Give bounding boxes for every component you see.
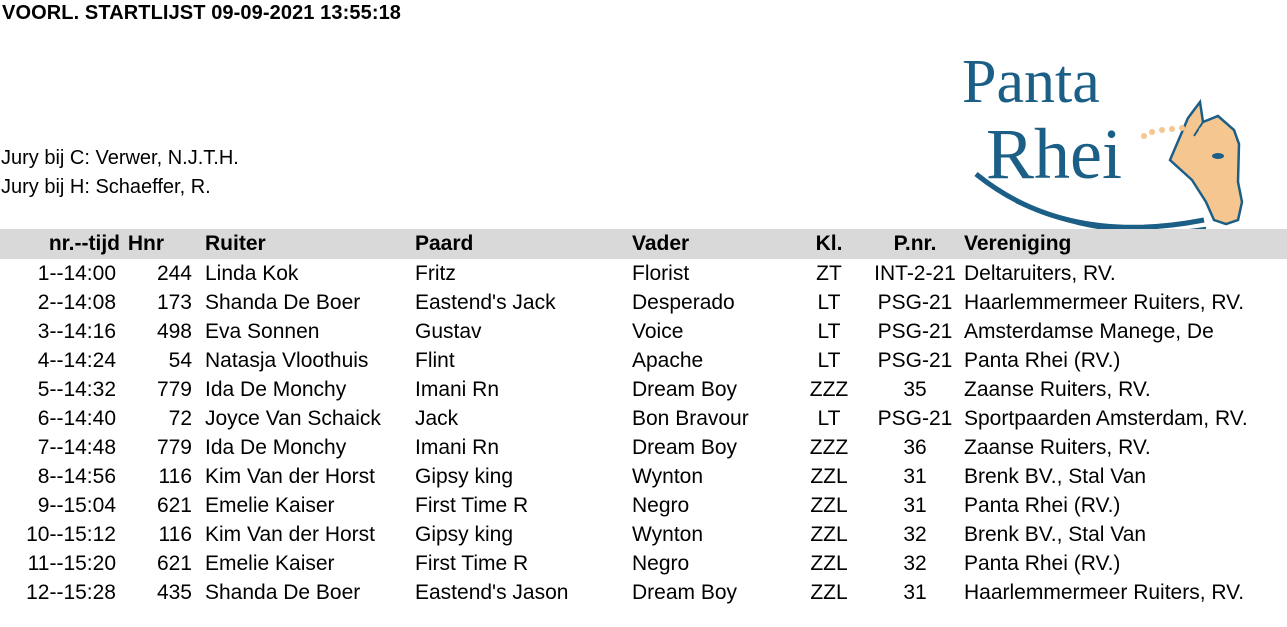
cell-nr-tijd: 11--15:20 [27, 552, 116, 575]
cell-hnr: 116 [158, 465, 192, 488]
cell-vereniging: Panta Rhei (RV.) [964, 552, 1121, 575]
cell-vader: Negro [632, 494, 690, 517]
cell-vader: Voice [632, 320, 684, 343]
cell-vereniging: Deltaruiters, RV. [964, 262, 1116, 285]
cell-vader: Florist [632, 262, 690, 285]
cell-vader: Desperado [632, 291, 735, 314]
cell-vereniging: Haarlemmermeer Ruiters, RV. [964, 291, 1245, 314]
cell-kl: ZZZ [809, 378, 849, 401]
cell-kl: LT [817, 407, 841, 430]
page-title: VOORL. STARTLIJST 09-09-2021 13:55:18 [2, 2, 402, 24]
table-row [0, 578, 1287, 607]
cell-vader: Wynton [632, 465, 704, 488]
table-header [0, 229, 1287, 259]
cell-pnr: PSG-21 [877, 291, 953, 314]
header-ruiter: Ruiter [205, 232, 266, 255]
jury-h: Jury bij H: Schaeffer, R. [1, 176, 211, 198]
cell-hnr: 173 [156, 291, 192, 314]
cell-kl: ZT [816, 262, 842, 285]
cell-vereniging: Amsterdamse Manege, De [964, 320, 1214, 343]
cell-nr-tijd: 8--14:56 [37, 465, 116, 488]
cell-paard: First Time R [415, 494, 529, 517]
logo-text-panta: Panta [962, 52, 1100, 116]
table-row [0, 317, 1287, 346]
header-hnr: Hnr [127, 232, 164, 255]
cell-pnr: PSG-21 [877, 407, 953, 430]
table-row [0, 549, 1287, 578]
cell-ruiter: Eva Sonnen [205, 320, 320, 343]
cell-kl: LT [817, 320, 841, 343]
cell-vader: Dream Boy [632, 436, 738, 459]
cell-nr-tijd: 4--14:24 [37, 349, 116, 372]
cell-pnr: 32 [903, 523, 927, 546]
cell-vereniging: Panta Rhei (RV.) [964, 494, 1121, 517]
cell-ruiter: Shanda De Boer [205, 291, 361, 314]
cell-pnr: 31 [903, 494, 927, 517]
cell-hnr: 621 [156, 494, 192, 517]
cell-paard: Eastend's Jack [415, 291, 556, 314]
cell-pnr: 32 [903, 552, 927, 575]
cell-ruiter: Shanda De Boer [205, 581, 361, 604]
cell-vereniging: Brenk BV., Stal Van [964, 523, 1147, 546]
cell-vader: Negro [632, 552, 690, 575]
cell-paard: Gipsy king [415, 465, 514, 488]
table-row [0, 259, 1287, 288]
cell-paard: Gustav [415, 320, 482, 343]
cell-hnr: 244 [156, 262, 192, 285]
header-nr-tijd: nr.--tijd [48, 232, 120, 255]
table-row [0, 433, 1287, 462]
cell-hnr: 621 [156, 552, 192, 575]
cell-kl: LT [817, 349, 841, 372]
cell-vader: Wynton [632, 523, 704, 546]
cell-paard: Imani Rn [415, 436, 500, 459]
header-paard: Paard [415, 232, 474, 255]
cell-ruiter: Linda Kok [205, 262, 299, 285]
cell-pnr: 35 [903, 378, 927, 401]
cell-kl: LT [817, 291, 841, 314]
cell-nr-tijd: 7--14:48 [37, 436, 116, 459]
header-vader: Vader [632, 232, 690, 255]
cell-paard: Gipsy king [415, 523, 514, 546]
cell-vereniging: Zaanse Ruiters, RV. [964, 436, 1151, 459]
cell-ruiter: Natasja Vloothuis [205, 349, 369, 372]
cell-hnr: 116 [158, 523, 192, 546]
cell-ruiter: Joyce Van Schaick [205, 407, 381, 430]
header-vereniging: Vereniging [964, 232, 1072, 255]
cell-paard: Fritz [415, 262, 456, 285]
cell-kl: ZZL [810, 465, 848, 488]
cell-pnr: INT-2-21 [874, 262, 956, 285]
cell-pnr: PSG-21 [877, 320, 953, 343]
cell-ruiter: Emelie Kaiser [205, 552, 335, 575]
cell-hnr: 779 [156, 378, 192, 401]
cell-ruiter: Ida De Monchy [205, 378, 347, 401]
header-pnr: P.nr. [893, 232, 937, 255]
cell-vereniging: Brenk BV., Stal Van [964, 465, 1147, 488]
cell-vereniging: Panta Rhei (RV.) [964, 349, 1121, 372]
jury-c: Jury bij C: Verwer, N.J.T.H. [1, 147, 239, 169]
cell-pnr: 31 [903, 581, 927, 604]
cell-ruiter: Ida De Monchy [205, 436, 347, 459]
cell-paard: Eastend's Jason [415, 581, 569, 604]
cell-vader: Dream Boy [632, 378, 738, 401]
cell-kl: ZZL [810, 552, 848, 575]
cell-hnr: 435 [156, 581, 192, 604]
cell-nr-tijd: 3--14:16 [37, 320, 116, 343]
table-row [0, 375, 1287, 404]
table-row [0, 346, 1287, 375]
table-row [0, 491, 1287, 520]
table-row [0, 520, 1287, 549]
cell-paard: Flint [415, 349, 455, 372]
cell-nr-tijd: 9--15:04 [37, 494, 116, 517]
cell-ruiter: Kim Van der Horst [205, 465, 375, 488]
cell-hnr: 779 [156, 436, 192, 459]
cell-vader: Apache [632, 349, 704, 372]
cell-kl: ZZL [810, 494, 848, 517]
cell-nr-tijd: 6--14:40 [37, 407, 116, 430]
cell-nr-tijd: 5--14:32 [37, 378, 116, 401]
cell-hnr: 72 [168, 407, 192, 430]
table-row [0, 462, 1287, 491]
cell-ruiter: Emelie Kaiser [205, 494, 335, 517]
cell-nr-tijd: 1--14:00 [37, 262, 116, 285]
panta-rhei-logo [956, 52, 1256, 232]
cell-vader: Dream Boy [632, 581, 738, 604]
cell-kl: ZZL [810, 581, 848, 604]
cell-vereniging: Sportpaarden Amsterdam, RV. [964, 407, 1248, 430]
cell-pnr: PSG-21 [877, 349, 953, 372]
cell-vader: Bon Bravour [632, 407, 749, 430]
cell-nr-tijd: 12--15:28 [26, 581, 116, 604]
cell-paard: Jack [415, 407, 459, 430]
cell-hnr: 54 [168, 349, 192, 372]
cell-hnr: 498 [156, 320, 192, 343]
cell-pnr: 31 [903, 465, 927, 488]
cell-paard: First Time R [415, 552, 529, 575]
logo-text-rhei: Rhei [986, 114, 1122, 194]
cell-pnr: 36 [903, 436, 927, 459]
header-kl: Kl. [815, 232, 843, 255]
cell-kl: ZZL [810, 523, 848, 546]
cell-vereniging: Haarlemmermeer Ruiters, RV. [964, 581, 1245, 604]
cell-ruiter: Kim Van der Horst [205, 523, 375, 546]
horse-head-icon [1170, 102, 1242, 224]
cell-paard: Imani Rn [415, 378, 500, 401]
cell-kl: ZZZ [809, 436, 849, 459]
cell-nr-tijd: 2--14:08 [37, 291, 116, 314]
cell-vereniging: Zaanse Ruiters, RV. [964, 378, 1151, 401]
table-row [0, 288, 1287, 317]
table-row [0, 404, 1287, 433]
cell-nr-tijd: 10--15:12 [26, 523, 116, 546]
